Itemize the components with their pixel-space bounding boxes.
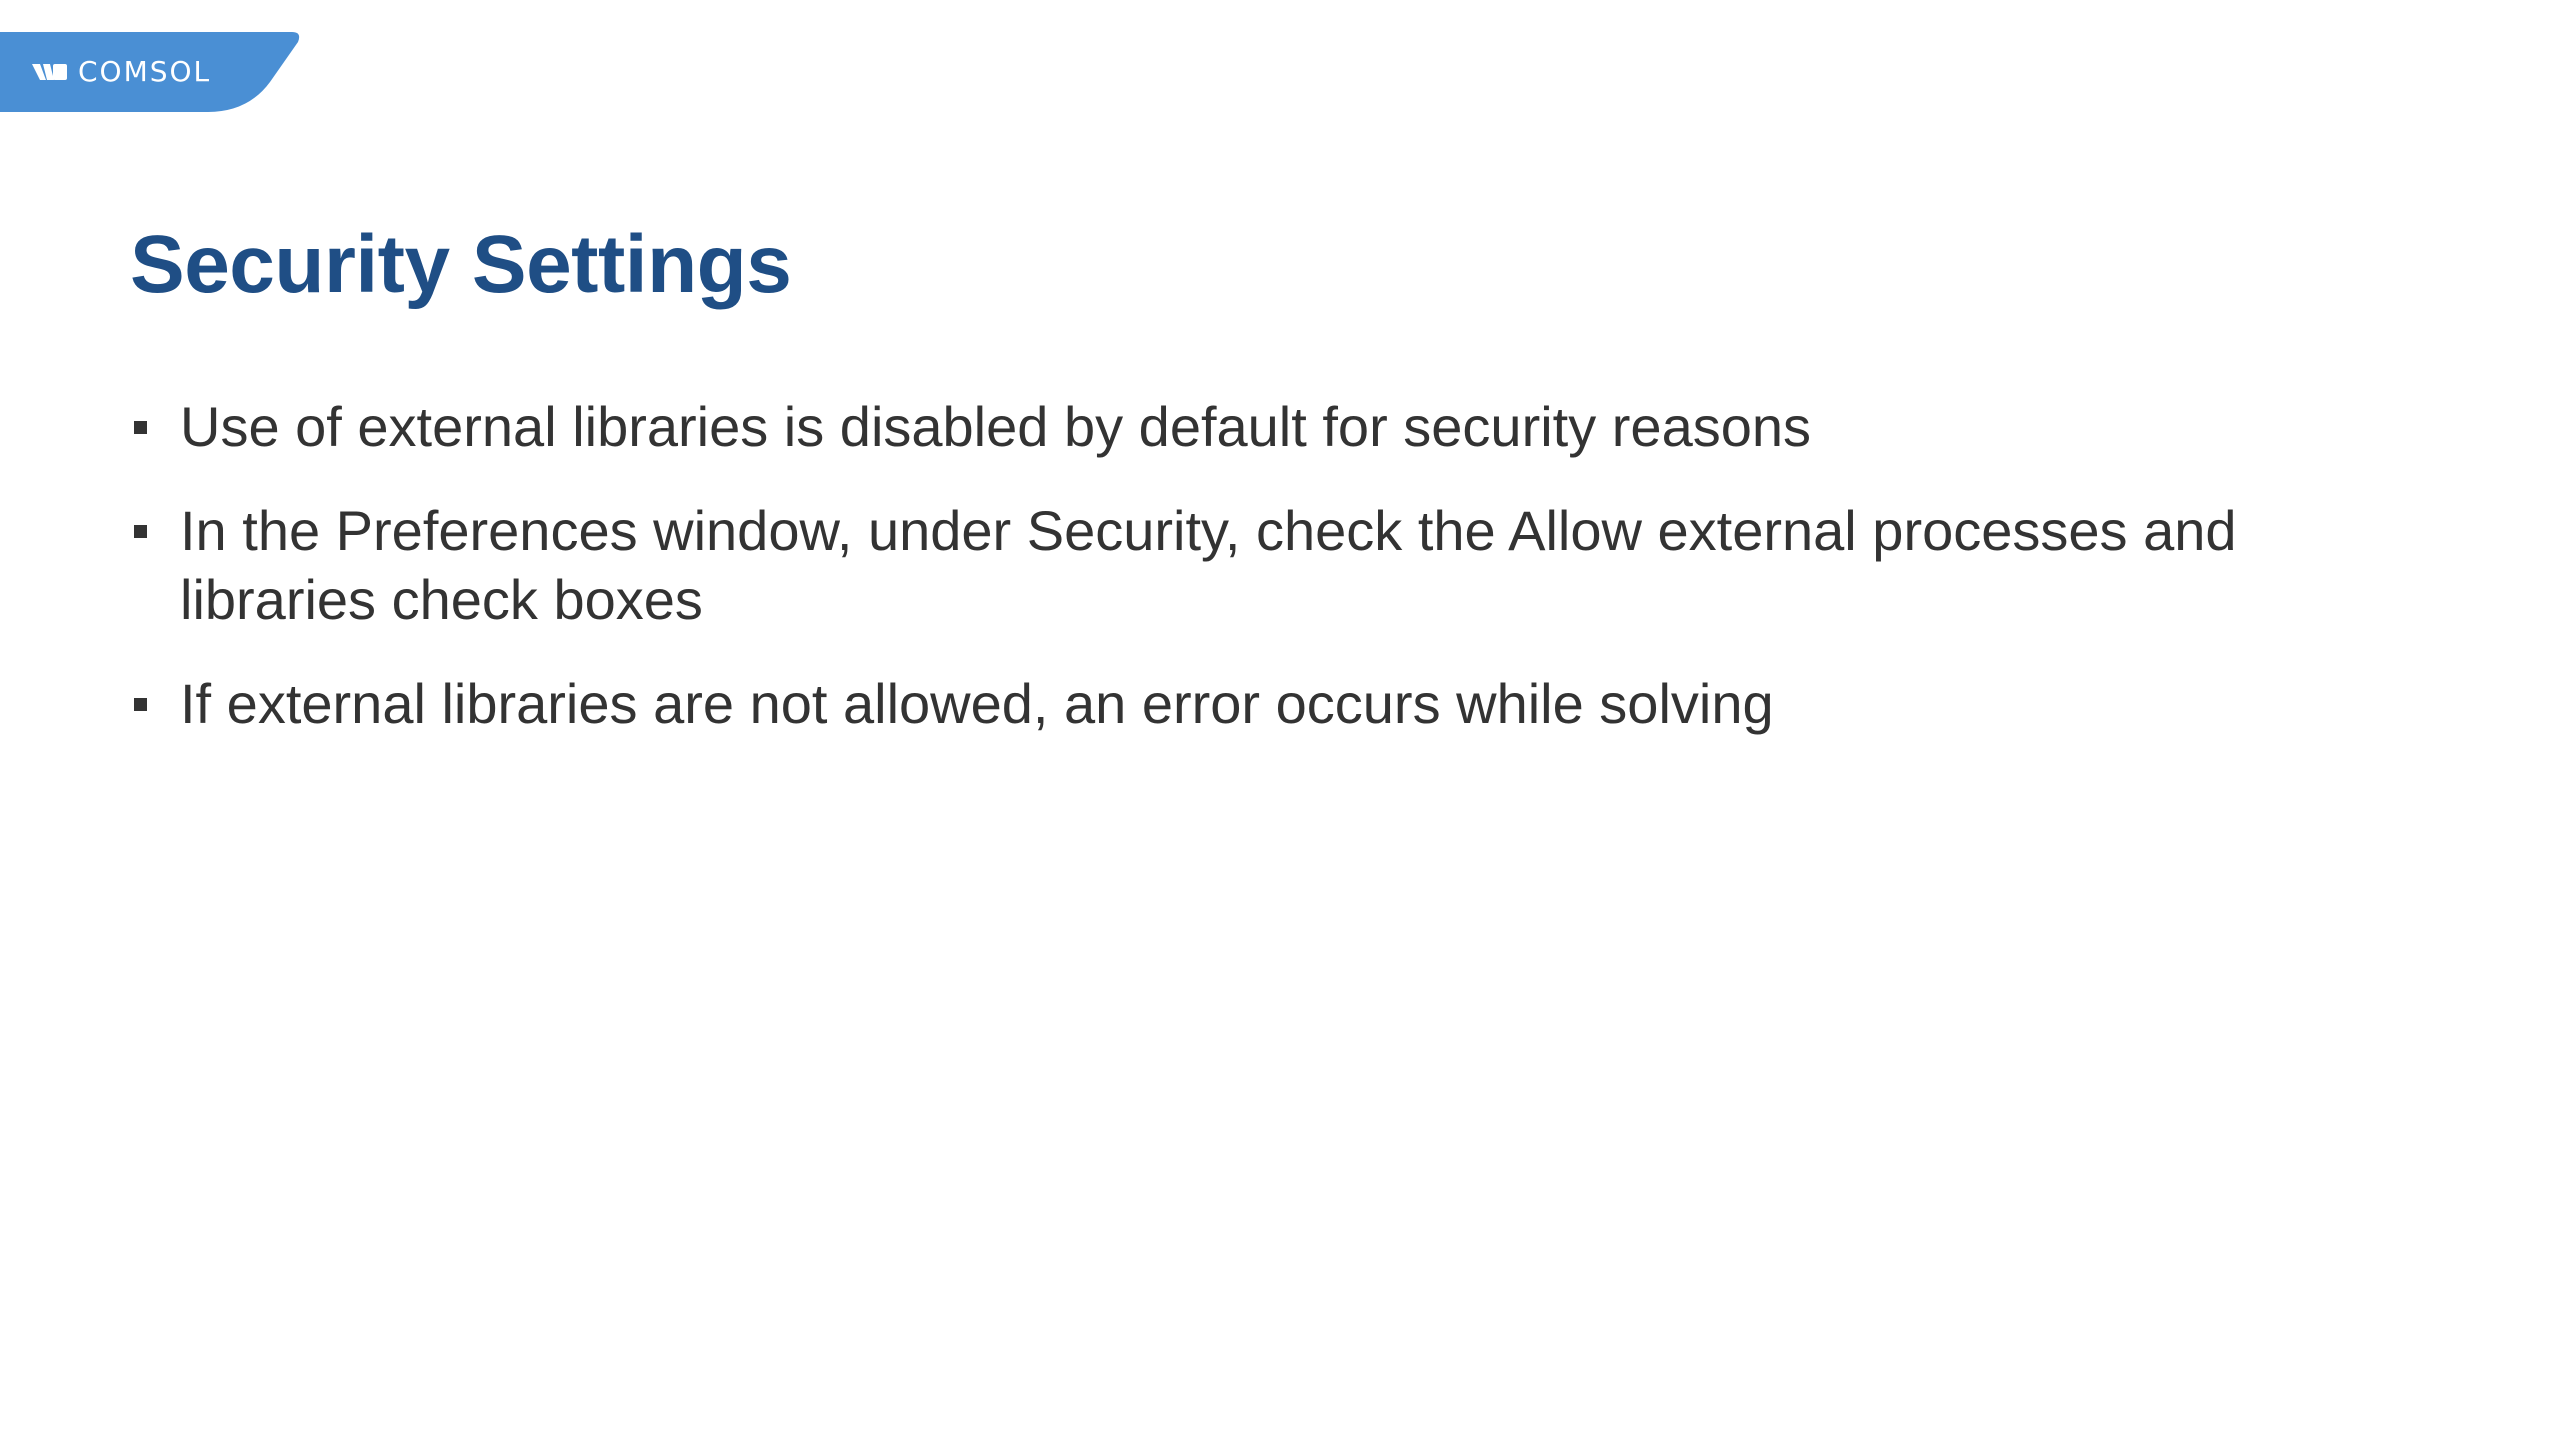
comsol-logo-tab xyxy=(0,32,300,112)
bullet-text: In the Preferences window, under Security, check the Allow external processes and libraries check boxes xyxy=(180,499,2237,631)
bullet-text: Use of external libraries is disabled by default for security reasons xyxy=(180,395,1811,458)
bullet-list xyxy=(130,392,2430,773)
slide-title: Security Settings xyxy=(130,219,792,310)
bullet-square-icon xyxy=(134,698,147,711)
bullet-text: If external libraries are not allowed, an error occurs while solving xyxy=(180,672,1774,735)
list-item xyxy=(130,392,2430,461)
comsol-logo-icon xyxy=(32,61,70,83)
list-item xyxy=(130,669,2430,738)
comsol-logo-text: COMSOL xyxy=(78,55,212,88)
bullet-square-icon xyxy=(134,525,147,538)
bullet-square-icon xyxy=(134,421,147,434)
list-item xyxy=(130,496,2430,634)
